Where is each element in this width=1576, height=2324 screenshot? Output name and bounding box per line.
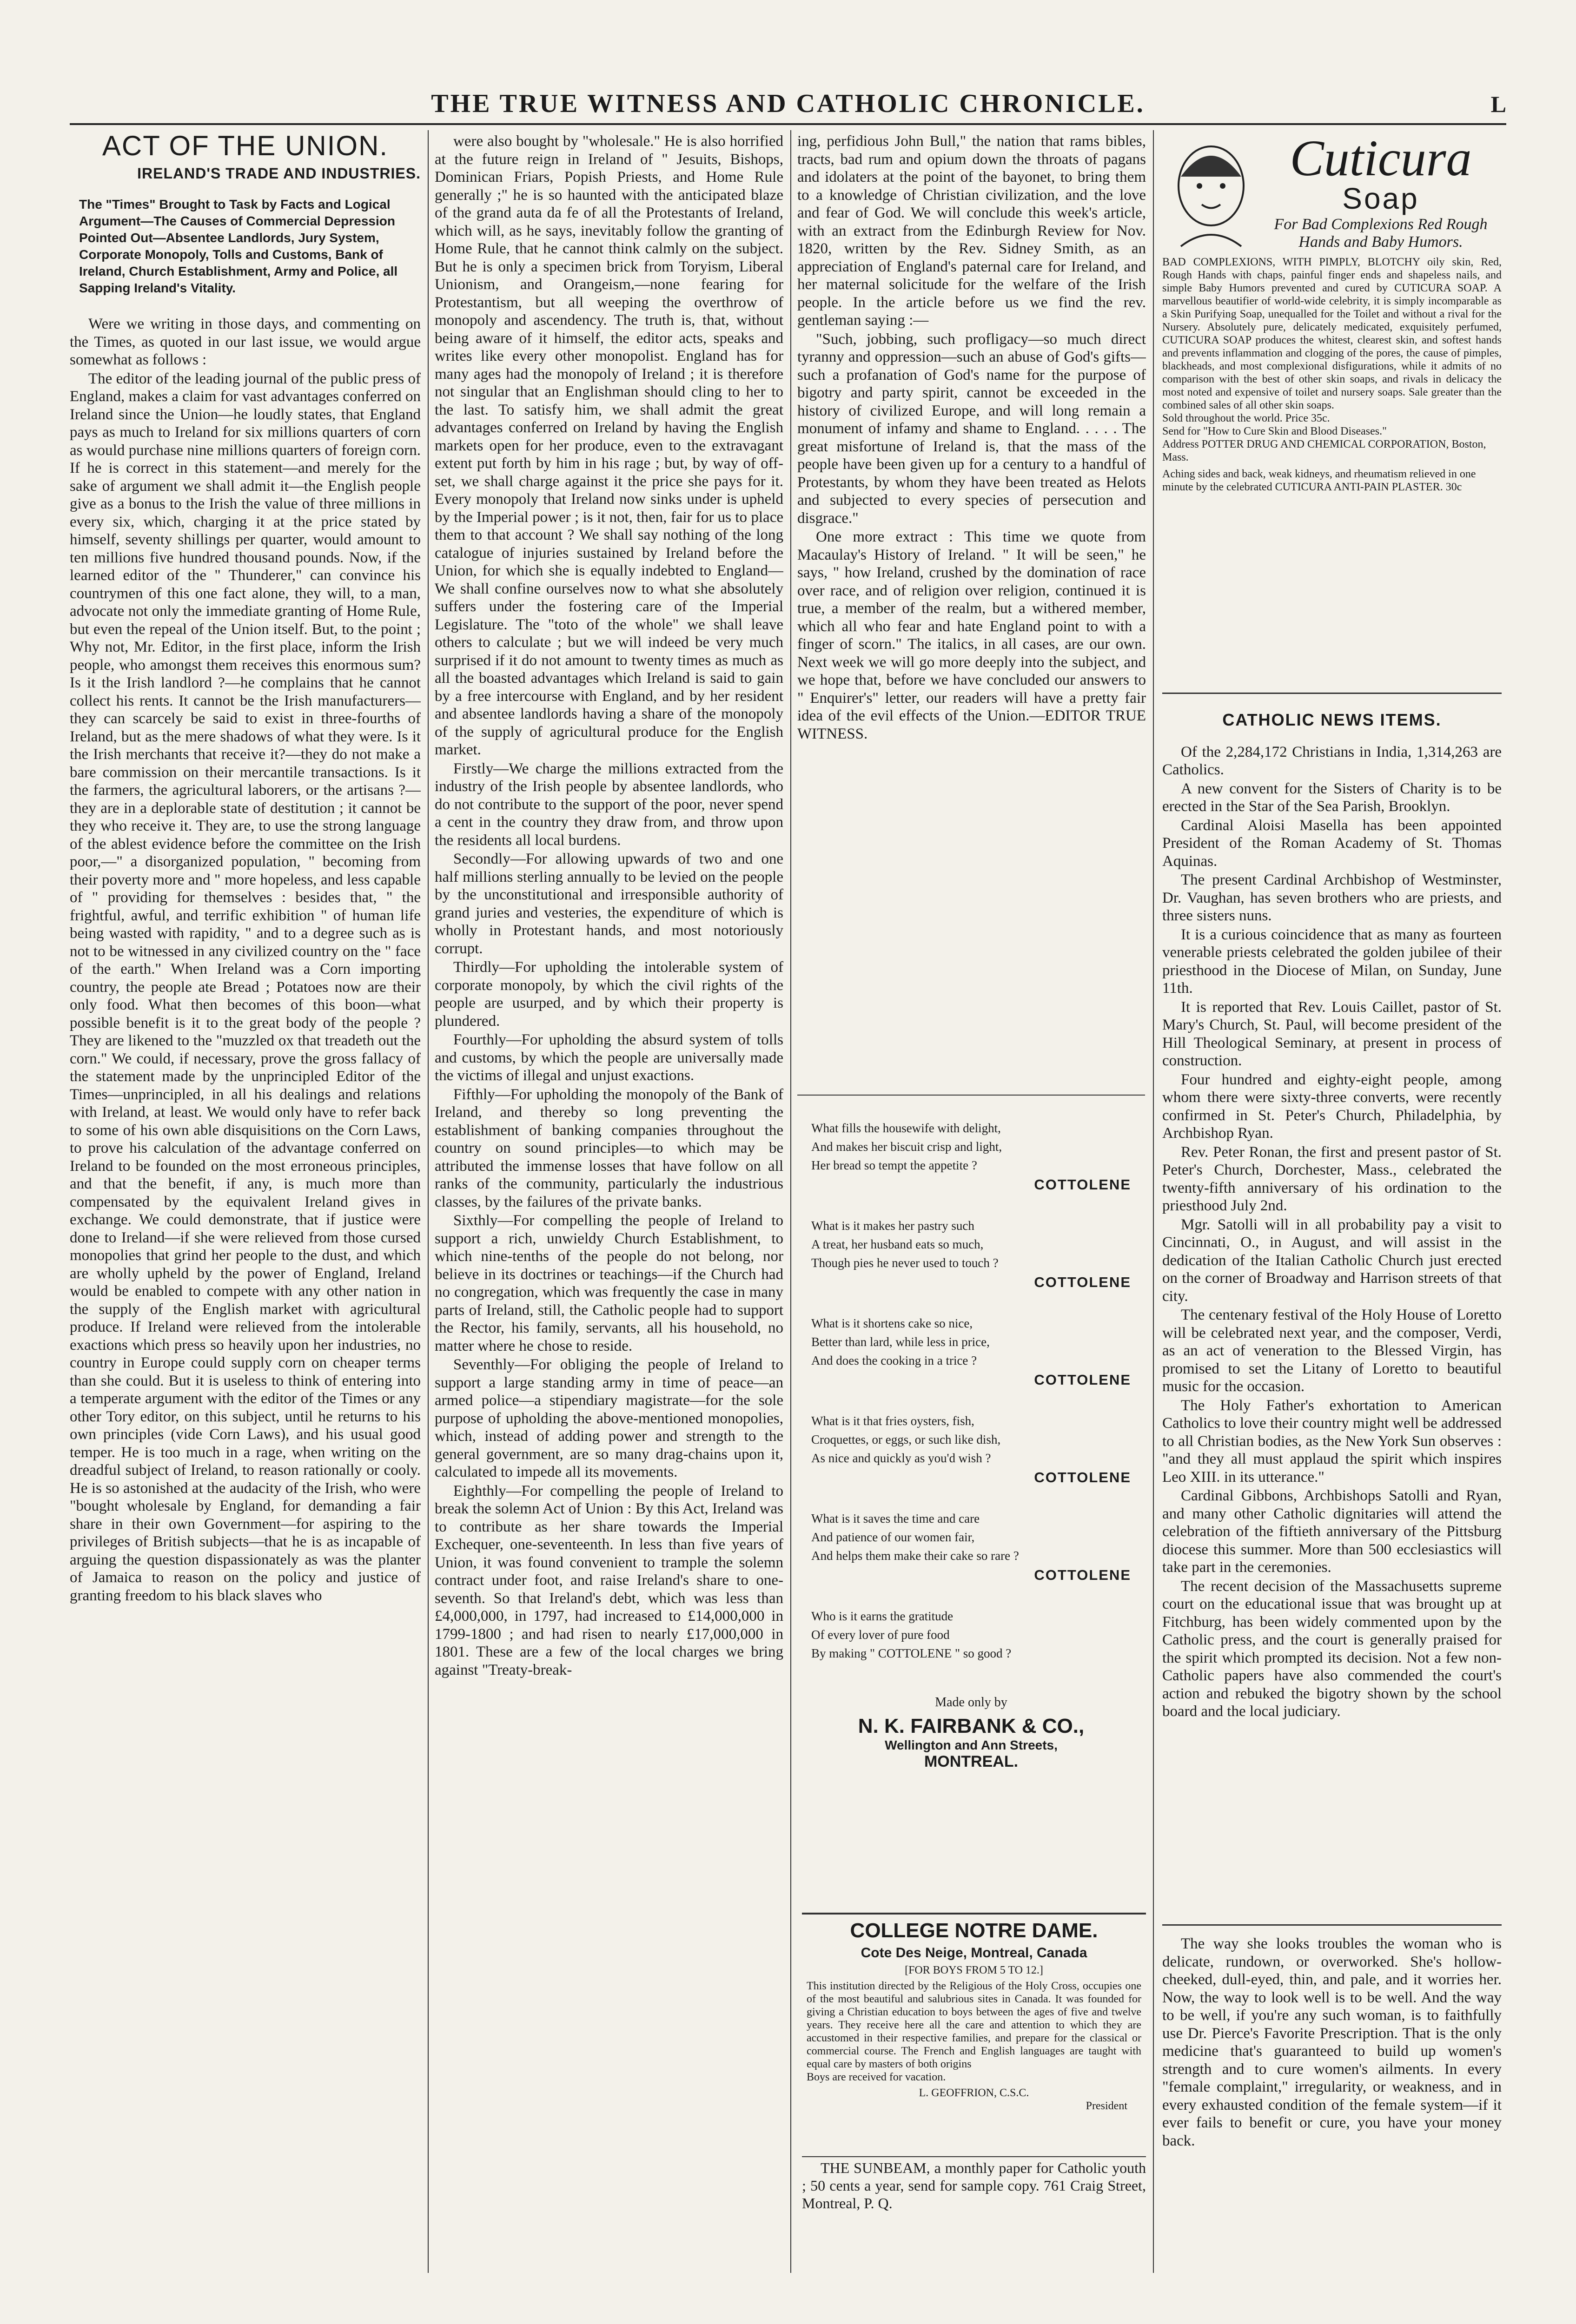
article-paragraph: Secondly—For allowing upwards of two and one half millions sterling annually to be levied on the people by the unconstitutional and irresponsible authority of grand juries and vesteries, the expenditure of which is wholly in Protestant hands, and most notoriously corrupt. bbox=[435, 851, 783, 957]
news-item: It is reported that Rev. Louis Caillet, pastor of St. Mary's Church, St. Paul, will become president of the Hill Theological Seminary, at present in process of construction. bbox=[1162, 998, 1502, 1069]
article-column-2 bbox=[435, 132, 783, 2273]
pierce-advertisement bbox=[1162, 1924, 1502, 2273]
news-item: A new convent for the Sisters of Charity is to be erected in the Star of the Sea Parish, Brooklyn. bbox=[1162, 780, 1502, 815]
verse-line: And helps them make their cake so rare ? bbox=[811, 1549, 1019, 1563]
brand-name: COTTOLENE bbox=[1034, 1274, 1131, 1290]
brand-name: COTTOLENE bbox=[1034, 1469, 1131, 1486]
news-item: Mgr. Satolli will in all probability pay a visit to Cincinnati, O., in August, and will assist in the dedication of the Italian Catholic Church just erected on the corner of Broadway and Harrison streets of that city. bbox=[1162, 1216, 1502, 1305]
article-paragraph: Firstly—We charge the millions extracted from the industry of the Irish people by absentee landlords, who do not contribute to the support of the poor, never spend a cent in the country they draw from, and throw upon the residents all local burdens. bbox=[435, 760, 783, 849]
cuticura-sold: Sold throughout the world. Price 35c. bbox=[1162, 412, 1330, 424]
brand-name: COTTOLENE bbox=[1034, 1176, 1131, 1193]
verse-line: And makes her biscuit crisp and light, bbox=[811, 1140, 1002, 1154]
cottolene-stanza bbox=[797, 1509, 1145, 1584]
college-age-range: [FOR BOYS FROM 5 TO 12.] bbox=[905, 1964, 1043, 1976]
article-deck: The "Times" Brought to Task by Facts and Logical Argument—The Causes of Commercial Depression Pointed Out—Absentee Landlords, Jury System, Corporate Monopoly, Tolls and Customs, Bank of Ireland, Church Establishment, Army and Police, all Sapping Ireland's Vitality. bbox=[79, 197, 398, 295]
article-headline: ACT OF THE UNION. bbox=[102, 132, 389, 161]
article-paragraph: One more extract : This time we quote from Macaulay's History of Ireland. " It will be seen," he says, " how Ireland, crushed by the domination of race over race, and of religion over religion, continued it is true, a member of the realm, but a withered member, which all who fear and hate England point to with a finger of scorn." The italics, in all cases, are our own. Next week we will go more deeply into the subject, and we hope that, before we have concluded our answers to " Enquirer's" letter, our readers will have a pretty fair idea of the evil effects of the Union.—EDITOR TRUE WITNESS. bbox=[797, 528, 1146, 742]
cuticura-description: BAD COMPLEXIONS, WITH PIMPLY, BLOTCHY oily skin, Red, Rough Hands with chaps, painful finger ends and shapeless nails, and simple Baby Humors prevented and cured by CUTICURA SOAP. A marvellous beautifier of world-wide celebrity, it is simply incomparable as a Skin Purifying Soap, unequalled for the Toilet and without a rival for the Nursery. Absolutely pure, delicately medicated, exquisitely perfumed, CUTICURA SOAP produces the whitest, clearest skin, and softest hands and prevents inflammation and clogging of the pores, the cause of pimples, blackheads, and most complexional disfigurations, while it admits of no comparison with the best of other skin soaps, and rivals in delicacy the most noted and expensive of toilet and nursery soaps. Sale greater than the combined sales of all other skin soaps. bbox=[1162, 256, 1502, 411]
brand-name: COTTOLENE bbox=[1034, 1567, 1131, 1583]
cuticura-soap: Soap bbox=[1342, 182, 1419, 215]
column-rule bbox=[428, 130, 429, 2273]
verse-line: And does the cooking in a trice ? bbox=[811, 1353, 977, 1367]
article-paragraph: were also bought by "wholesale." He is also horrified at the future reign in Ireland of " Jesuits, Bishops, Dominican Friars, Popish Priests, and Home Rule generally ;" he is so haunted with the anticipated blaze of the grand auta da fe of all the Protestants of Ireland, which will, as he says, inevitably follow the granting of Home Rule, that he cannot think calmly on the subject. But he is only a specimen brick from Toryism, Liberal Unionism, and Orangeism,—none fearing for Protestantism, but all weeping the overthrow of monopoly and ascendency. The truth is, that, without being aware of it himself, the editor acts, speaks and writes like every other monopolist. England has for many ages had the monopoly of Ireland ; it is therefore not singular that an Englishman should cling to her to the last. To satisfy him, we shall admit the great advantages conferred on Ireland by having the English markets open for her produce, even to the extravagant extent put forth by him in his rage ; but, by way of off-set, we shall charge against it the price she pays for it. Every monopoly that Ireland now sinks under is upheld by the Imperial power ; is it not, then, fair for us to place them to that account ? We shall say nothing of the long catalogue of injuries sustained by Ireland before the Union, for which she is equally indebted to England—We shall confine ourselves now to what she absolutely suffers under the fostering care of the Imperial Legislature. The "toto of the whole" we shall leave others to calculate ; but we will indeed be very much surprised if it do not amount to twenty times as much as all the boasted advantages which Ireland is said to gain by a free intercourse with England, and by her resident and absentee landlords having a share of the monopoly of the supply of agricultural produce for the English market. bbox=[435, 133, 783, 758]
brand-name: COTTOLENE bbox=[1034, 1372, 1131, 1388]
verse-line: What is it saves the time and care bbox=[811, 1512, 980, 1525]
verse-line: Though pies he never used to touch ? bbox=[811, 1256, 999, 1270]
news-item: Of the 2,284,172 Christians in India, 1,314,263 are Catholics. bbox=[1162, 743, 1502, 778]
article-paragraph: Seventhly—For obliging the people of Ireland to support a large standing army in time of peace—an armed police—a stipendiary magistrate—for the sole purpose of upholding the above-mentioned monopolies, which, instead of adding power and strength to the general government, are so many drag-chains upon it, calculated to impede all its movements. bbox=[435, 1356, 783, 1480]
cottolene-stanza bbox=[797, 1119, 1145, 1193]
verse-line: What fills the housewife with delight, bbox=[811, 1121, 1001, 1135]
article-paragraph: Sixthly—For compelling the people of Ireland to support a rich, unwieldy Church Establishment, to which nine-tenths of the people do not belong, nor believe in its doctrines or teachings—if the Church had no congregation, which was frequently the case in many parts of Ireland, still, the Catholic people had to support the Rector, his family, servants, all his household, no matter where he chose to reside. bbox=[435, 1212, 783, 1354]
news-heading: CATHOLIC NEWS ITEMS. bbox=[1222, 710, 1442, 729]
cuticura-logo: Cuticura bbox=[1290, 130, 1472, 186]
college-president: President bbox=[1086, 2100, 1127, 2112]
news-item: Cardinal Aloisi Masella has been appointed President of the Roman Academy of St. Thomas Aquinas. bbox=[1162, 817, 1502, 870]
verse-line: Of every lover of pure food bbox=[811, 1628, 950, 1642]
verse-line: What is it makes her pastry such bbox=[811, 1219, 974, 1233]
verse-line: Better than lard, while less in price, bbox=[811, 1335, 990, 1349]
newspaper-title: THE TRUE WITNESS AND CATHOLIC CHRONICLE. bbox=[431, 89, 1145, 118]
college-signature: L. GEOFFRION, C.S.C. bbox=[919, 2087, 1029, 2099]
college-advertisement bbox=[802, 1913, 1146, 2157]
article-paragraph: Thirdly—For upholding the intolerable system of corporate monopoly, by which the civil rights of the people are usurped, and by which their property is plundered. bbox=[435, 959, 783, 1030]
college-description: This institution directed by the Religious of the Holy Cross, occupies one of the most beautiful and salubrious sites in Canada. It was founded for giving a Christian education to boys between the ages of five and twelve years. They receive here all the care and attention to which they are accustomed in their respective families, and prepare for the classical or commercial course. The French and English languages are taught with equal care by masters of both origins bbox=[807, 1980, 1141, 2070]
verse-line: What is it shortens cake so nice, bbox=[811, 1316, 973, 1330]
cottolene-closing bbox=[797, 1607, 1145, 1663]
cuticura-advertisement bbox=[1162, 130, 1502, 694]
article-column-1 bbox=[70, 132, 421, 2273]
article-subhead: IRELAND'S TRADE AND INDUSTRIES. bbox=[137, 165, 421, 182]
verse-line: Croquettes, or eggs, or such like dish, bbox=[811, 1433, 1001, 1446]
news-column bbox=[1162, 702, 1502, 1892]
sunbeam-text: THE SUNBEAM, a monthly paper for Catholic youth ; 50 cents a year, send for sample copy. 761 Craig Street, Montreal, P. Q. bbox=[802, 2159, 1146, 2212]
news-item: The recent decision of the Massachusetts supreme court on the educational issue that was brought up at Fitchburg, has been widely commented upon by the Catholic press, and the court is generally praised for the spirit which prompted its decision. Not a few non-Catholic papers have also commended the court's action and rebuked the bigotry shown by the school board and the local judiciary. bbox=[1162, 1578, 1502, 1720]
verse-line: As nice and quickly as you'd wish ? bbox=[811, 1451, 991, 1465]
article-paragraph: ing, perfidious John Bull," the nation that rams bibles, tracts, bad rum and opium down the throats of pagans and idolaters at the point of the bayonet, to bring them to a knowledge of Christian civilization, and the love and fear of God. We will conclude this week's article, with an extract from the Edinburgh Review for Nov. 1820, written by the Rev. Sidney Smith, as an appreciation of England's paternal care for Ireland, and her maternal solicitude for the welfare of the Irish people. In the article before us we find the rev. gentleman saying :— bbox=[797, 133, 1146, 329]
article-paragraph: Eighthly—For compelling the people of Ireland to break the solemn Act of Union : By this Act, Ireland was to contribute as her share towards the Imperial Exchequer, one-seventeenth. In less than five years of Union, it was found convenient to trample the solemn contract under foot, and raise Ireland's share to one-seventh. So that Ireland's debt, which was less than £4,000,000, in 1797, had increased to £14,000,000 in 1799-1800 ; and had risen to nearly £17,000,000 in 1801. These are a few of the local charges we bring against "Treaty-break- bbox=[435, 1482, 783, 1678]
masthead bbox=[70, 81, 1506, 125]
company-name: N. K. FAIRBANK & CO., bbox=[858, 1715, 1085, 1737]
cuticura-address: Address POTTER DRUG AND CHEMICAL CORPORATION, Boston, Mass. bbox=[1162, 438, 1486, 463]
news-item: Cardinal Gibbons, Archbishops Satolli and Ryan, and many other Catholic dignitaries will attend the celebration of the fiftieth anniversary of the Pittsburg diocese this summer. More than 500 ecclesiastics will take part in the ceremonies. bbox=[1162, 1487, 1502, 1576]
cuticura-send-for: Send for "How to Cure Skin and Blood Diseases." bbox=[1162, 425, 1387, 437]
woman-portrait-icon bbox=[1162, 135, 1260, 251]
news-item: The centenary festival of the Holy House of Loretto will be celebrated next year, and the composer, Verdi, as an act of veneration to the Blessed Virgin, has promised to set the Litany of Loretto to beautiful music for the occasion. bbox=[1162, 1307, 1502, 1395]
company-address: Wellington and Ann Streets, bbox=[885, 1738, 1058, 1752]
article-paragraph: Fourthly—For upholding the absurd system of tolls and customs, by which the people are universally made the victims of illegal and unjust exactions. bbox=[435, 1031, 783, 1084]
college-location: Cote Des Neige, Montreal, Canada bbox=[861, 1945, 1087, 1961]
column-rule bbox=[790, 130, 791, 2273]
column-rule bbox=[1153, 130, 1154, 2273]
college-title: COLLEGE NOTRE DAME. bbox=[850, 1919, 1098, 1942]
sunbeam-notice bbox=[802, 2159, 1146, 2252]
article-column-3 bbox=[797, 132, 1146, 1090]
article-paragraph: Were we writing in those days, and commenting on the Times, as quoted in our last issue, we would argue somewhat as follows : bbox=[70, 316, 421, 368]
cuticura-tagline: For Bad Complexions Red Rough Hands and Baby Humors. bbox=[1274, 216, 1488, 251]
cottolene-stanza bbox=[797, 1216, 1145, 1291]
verse-line: Her bread so tempt the appetite ? bbox=[811, 1158, 977, 1172]
verse-line: And patience of our women fair, bbox=[811, 1530, 975, 1544]
page-number: L bbox=[1490, 91, 1506, 117]
verse-line: Who is it earns the gratitude bbox=[811, 1609, 954, 1623]
verse-line: A treat, her husband eats so much, bbox=[811, 1237, 984, 1251]
news-item: Four hundred and eighty-eight people, among whom there were sixty-three converts, were recently confirmed in St. Peter's Church, Philadelphia, by Archbishop Ryan. bbox=[1162, 1071, 1502, 1142]
cottolene-stanza bbox=[797, 1412, 1145, 1486]
verse-line: What is it that fries oysters, fish, bbox=[811, 1414, 974, 1428]
cottolene-advertisement bbox=[797, 1095, 1145, 1827]
cottolene-stanza bbox=[797, 1314, 1145, 1388]
made-by: Made only by bbox=[935, 1695, 1007, 1710]
news-item: Rev. Peter Ronan, the first and present pastor of St. Peter's Church, Dorchester, Mass., celebrated the twenty-fifth anniversary of his ordination to the priesthood July 2nd. bbox=[1162, 1143, 1502, 1214]
news-item: The present Cardinal Archbishop of Westminster, Dr. Vaughan, has seven brothers who are priests, and three sisters nuns. bbox=[1162, 872, 1502, 924]
cuticura-plaster: Aching sides and back, weak kidneys, and rheumatism relieved in one minute by the celebrated CUTICURA ANTI-PAIN PLASTER. 30c bbox=[1162, 468, 1476, 493]
news-item: The Holy Father's exhortation to American Catholics to love their country might well be addressed to all Christian bodies, as the New York Sun observes : "and they all must applaud the spirit which inspires Leo XIII. in its utterance." bbox=[1162, 1397, 1502, 1486]
college-vacation: Boys are received for vacation. bbox=[807, 2071, 946, 2083]
company-city: MONTREAL. bbox=[924, 1753, 1019, 1770]
article-paragraph: Fifthly—For upholding the monopoly of the Bank of Ireland, and thereby so long preventing the establishment of banking companies throughout the country on sound principles—to which may be attributed the immense losses that have follow on all ranks of the community, particularly the industrious classes, by the failures of the private banks. bbox=[435, 1086, 783, 1210]
pierce-text: The way she looks troubles the woman who is delicate, rundown, or overworked. She's hollow-cheeked, dull-eyed, thin, and pale, and it worries her. Now, the way to look well is to be well. And the way to be well, if you're any such woman, is to faithfully use Dr. Pierce's Favorite Prescription. That is the only medicine that's guaranteed to build up women's strength and to cure women's ailments. In every "female complaint," irregularity, or weakness, and in every exhausted condition of the female system—if it ever fails to benefit or cure, you have your money back. bbox=[1162, 1935, 1502, 2149]
news-item: It is a curious coincidence that as many as fourteen venerable priests celebrated the golden jubilee of their priesthood in the Diocese of Milan, on Sunday, June 11th. bbox=[1162, 926, 1502, 997]
article-paragraph: The editor of the leading journal of the public press of England, makes a claim for vast advantages conferred on Ireland since the Union—he loudly states, that England pays as much to Ireland for six millions quarters of corn as would purchase nine millions quarters of foreign corn. If he is correct in this statement—and merely for the sake of argument we shall admit it—the English people give as a bonus to the Irish the value of three millions in every six, which, charging it at the price stated by himself, seventy shillings per quarter, would amount to ten millions five hundred thousand pounds. Now, if the learned editor of the " Thunderer," can convince his countrymen of this one fact alone, they will, to a man, advocate not only the immediate granting of Home Rule, but even the repeal of the Union itself. But, to the point ; Why not, Mr. Editor, in the first place, inform the Irish people, who amongst them receives this enormous sum? Is it the Irish landlord ?—he complains that he cannot collect his rents. It cannot be the Irish manufacturers—they can scarcely be said to exist in three-fourths of Ireland, but as the mere shadows of what they were. Is it the Irish merchants that receive it?—they do not make a bare commission on their mercantile transactions. Is it the farmers, the agricultural laborers, or the artisans ?—they are in a deplorable state of destitution ; it cannot be they who receive it. They are, to use the strong language of the ablest evidence before the committee on the Irish poor,—" a disorganized population, " becoming from their poverty more and " more hopeless, and less capable of " providing for themselves : besides that, " the frightful, awful, and terrific exhibition " of human life being wasted with rapidity, " and to a degree such as is not to be witnessed in any civilized country on the " face of the earth." When Ireland was a Corn importing country, the people ate Bread ; Potatoes now are their only food. What then becomes of this boon—what possible benefit is it to the great body of the people ? They are likened to the "muzzled ox that treadeth out the corn." We could, if necessary, prove the gross fallacy of the statement made by the unprincipled Editor of the Times—unprincipled, in all his dealings and relations with Ireland, at least. We would only have to refer back to some of his own able disquisitions on the Corn Laws, to prove his calculation of the advantage conferred on Ireland to be founded on the most erroneous principles, and that the benefit, if any, is much more than compensated by the equivalent Ireland gives in exchange. We could demonstrate, that if justice were done to Ireland—if she were relieved from those cursed monopolies that grind her people to the dust, and which are wholly upheld by the power of England, Ireland would be enabled to compete with any other nation in the supply of the English market with agricultural produce. If Ireland were relieved from the intolerable exactions which press so heavily upon her industries, no country in Europe could supply corn on cheaper terms than she could. But it is useless to think of entering into a temperate argument with the editor of the Times or any other Tory editor, on this subject, until he returns to his own principles (vide Corn Laws), and his usual good temper. He is too much in a rage, when writing on the dreadful subject of Ireland, to reason rationally or cooly. He is so astonished at the audacity of the Irish, who were "bought wholesale by England, for demanding a fair share in their own Government—for aspiring to the privileges of British subjects—that he is as incapable of arguing the question dispassionately as was the planter of Jamaica to reason on the policy and justice of granting freedom to his black slaves who bbox=[70, 370, 421, 1604]
article-quote: "Such, jobbing, such profligacy—so much direct tyranny and oppression—such an abuse of God's gifts—such a profanation of God's name for the purpose of bigotry and party spirit, cannot be exceeded in the history of civilized Europe, and will long remain a monument of infamy and shame to England. . . . . The great misfortune of Ireland is, that the mass of the people have been given up for a century to a handful of Protestants, by whom they have been treated as Helots and subjected to every species of persecution and disgrace." bbox=[797, 330, 1146, 527]
verse-line: By making " COTTOLENE " so good ? bbox=[811, 1646, 1012, 1660]
